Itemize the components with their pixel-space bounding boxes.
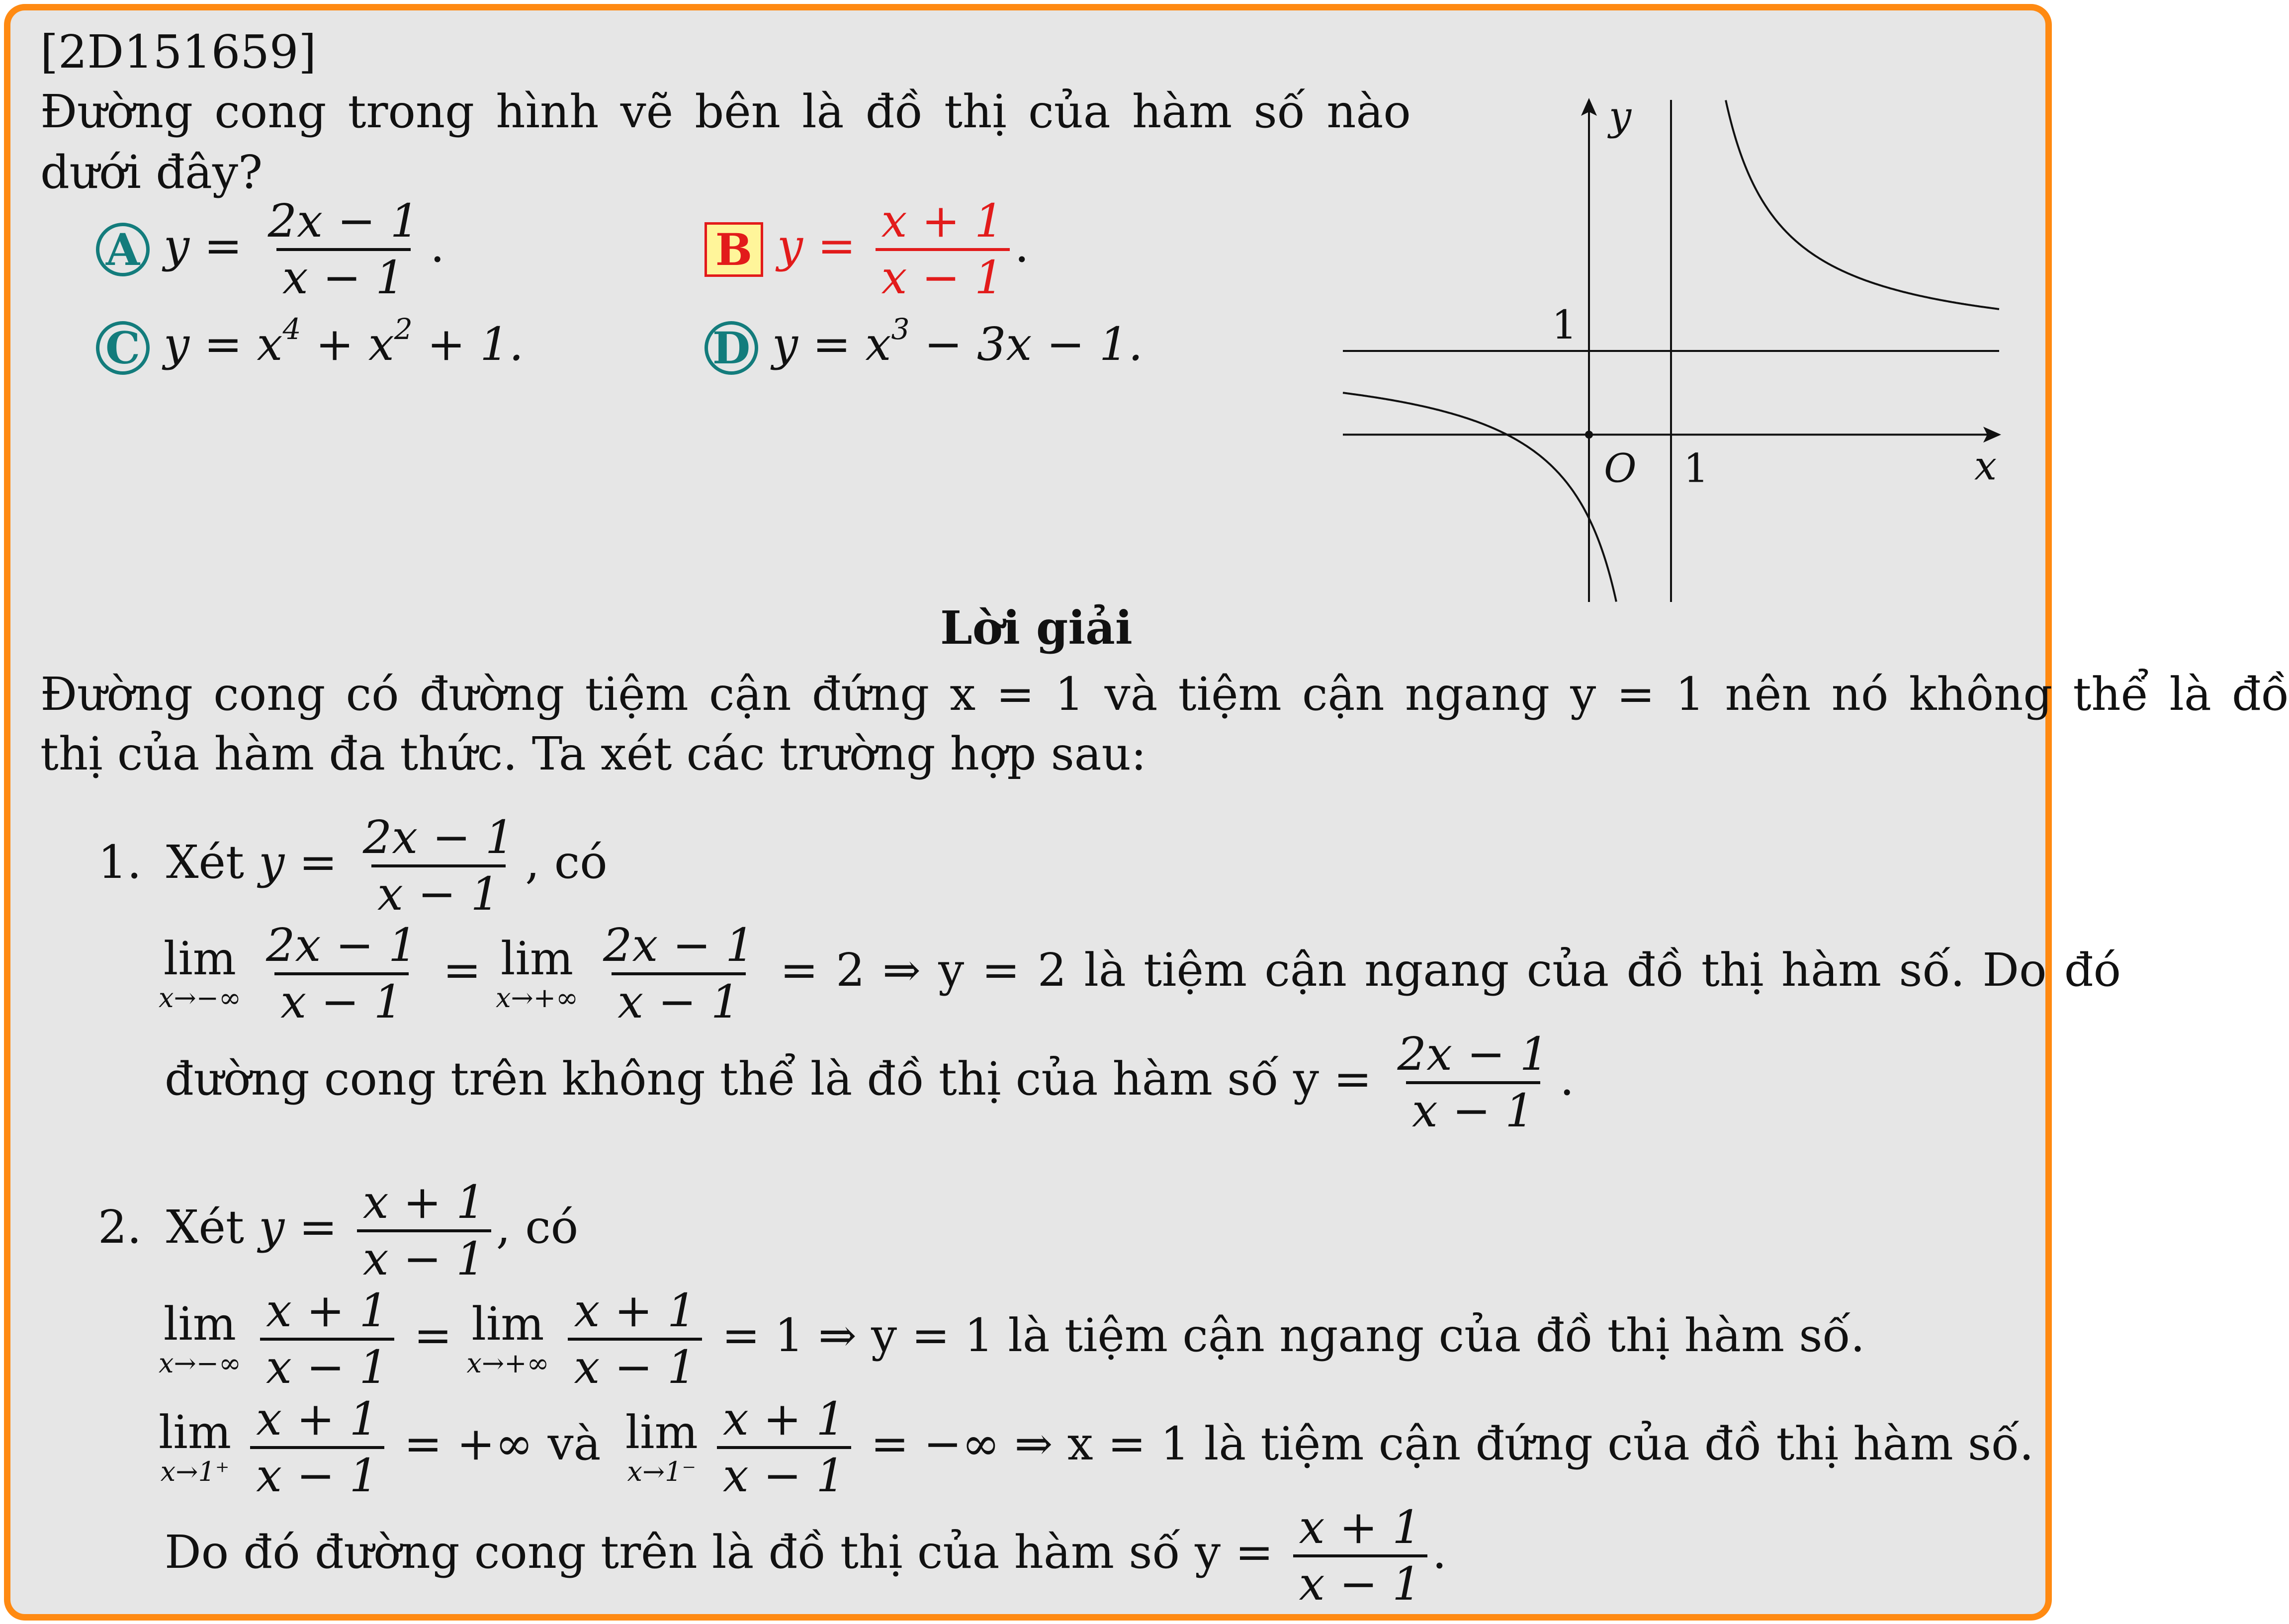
case-1-fraction: [357, 811, 521, 921]
origin-label: O: [1604, 445, 1637, 492]
case-2-number: 2.: [98, 1200, 142, 1254]
choice-a-numerator: 2x − 1: [267, 194, 420, 248]
lim-sub-plus: x→+∞: [466, 1348, 549, 1379]
case-2-lim3-num: x + 1: [256, 1392, 379, 1446]
case-2-eq: =: [414, 1308, 452, 1362]
choice-b-badge[interactable]: B: [704, 222, 763, 277]
solution-title: Lời giải: [940, 601, 1133, 655]
choice-a-badge[interactable]: A: [96, 223, 150, 276]
case-1-tail: .: [1560, 1052, 1575, 1106]
choice-c-badge[interactable]: C: [96, 321, 150, 375]
case-2-denominator: x − 1: [357, 1229, 491, 1282]
choice-b-numerator: x + 1: [881, 194, 1004, 248]
lim-word: lim: [625, 1406, 698, 1459]
case-2-lim2-den: x − 1: [568, 1338, 702, 1390]
choice-b-fraction: [876, 194, 1010, 304]
case-2-concl-num: x + 1: [1299, 1501, 1421, 1554]
question-line-2: dưới đây?: [40, 146, 263, 199]
case-2-lim1-num: x + 1: [265, 1284, 388, 1337]
case-1-conclusion: [165, 1027, 1575, 1137]
case-2-head-post: , có: [496, 1200, 579, 1254]
choice-c-exp-2: 2: [394, 312, 413, 346]
choice-d[interactable]: [704, 312, 1143, 375]
case-1-conclusion-text: đường cong trên không thể là đồ thị của hàm số y =: [165, 1052, 1372, 1106]
curve-left-branch: [1343, 393, 1616, 601]
case-1-head-post: , có: [525, 835, 608, 889]
case-2-tail: .: [1432, 1525, 1447, 1579]
question-line-1: Đường cong trong hình vẽ bên là đồ thị của hàm số nào: [40, 85, 1411, 138]
case-1-result: = 2 ⇒ y = 2 là tiệm cận ngang của đồ thị hàm số. Do đó: [780, 943, 2121, 997]
y-axis-label: y: [1609, 93, 1632, 139]
case-2-result-2a: = +∞ và: [404, 1417, 601, 1470]
case-2-lim4-den: x − 1: [717, 1446, 851, 1499]
y-tick-label: 1: [1552, 302, 1577, 348]
problem-card: [4, 4, 2289, 1621]
case-1-denominator: x − 1: [371, 864, 506, 917]
curve-right-branch: [1726, 100, 1999, 309]
case-1-concl-num: 2x − 1: [1397, 1027, 1549, 1081]
choice-c-expr-c: + 1.: [412, 318, 524, 371]
case-1-eq: =: [442, 943, 481, 997]
case-1-lim2-den: x − 1: [612, 972, 746, 1025]
lim-word: lim: [471, 1297, 544, 1351]
choice-a-eq: =: [204, 219, 243, 272]
choice-c-expr-a: y = x: [164, 318, 283, 371]
choice-b-denominator: x − 1: [876, 248, 1010, 301]
case-1-lim1-den: x − 1: [274, 972, 409, 1025]
case-2-lim1-den: x − 1: [260, 1338, 394, 1390]
case-2-conclusion: [165, 1501, 1447, 1611]
case-2-numerator: x + 1: [362, 1176, 485, 1229]
choice-d-exp-1: 3: [891, 312, 910, 346]
choice-b-tail: .: [1014, 219, 1029, 272]
problem-id: [2D151659]: [40, 25, 317, 79]
lim-sub-plus: x→+∞: [496, 982, 578, 1014]
lim-word: lim: [159, 1406, 232, 1459]
case-2-lim2-num: x + 1: [574, 1284, 697, 1337]
lim-sub-right: x→1⁺: [160, 1456, 230, 1487]
case-1-lim1-num: 2x − 1: [265, 919, 418, 972]
case-1-lim-plus: [496, 932, 578, 1014]
lim-sub-minus: x→−∞: [159, 982, 241, 1014]
choice-b-eq: =: [817, 219, 856, 272]
choice-a-fraction: [262, 194, 426, 304]
solution-intro-line-2: thị của hàm đa thức. Ta xét các trường hợp sau:: [40, 727, 1146, 780]
case-1-number: 1.: [98, 835, 142, 889]
case-2-limits-vertical: [159, 1392, 2034, 1502]
choice-b[interactable]: [704, 194, 1029, 304]
lim-sub-left: x→1⁻: [627, 1456, 697, 1487]
choice-d-expr-a: y = x: [772, 318, 891, 371]
case-2-lim-minus: [159, 1297, 241, 1379]
choice-a[interactable]: [96, 194, 445, 304]
choice-c-expr-b: + x: [301, 318, 394, 371]
case-2-limits-horizontal: [159, 1284, 1865, 1394]
case-1-lim-minus: [159, 932, 241, 1014]
case-2-head-pre: Xét: [166, 1200, 244, 1254]
case-1-header: 1. Xét y = $\frac{2x - 1}{x - 1}$ , có: [98, 811, 608, 921]
case-1-head-pre: Xét: [166, 835, 244, 889]
case-2-lim-plus: [466, 1297, 549, 1379]
case-2-fraction: [357, 1176, 491, 1285]
case-1-limits: [159, 919, 2121, 1028]
case-2-lim-left: [625, 1406, 698, 1487]
case-1-concl-den: x − 1: [1406, 1081, 1540, 1134]
choice-b-lhs: y: [777, 219, 803, 272]
lim-word: lim: [163, 932, 237, 985]
choice-c[interactable]: [96, 312, 524, 375]
lim-sub-minus: x→−∞: [159, 1348, 241, 1379]
choice-a-denominator: x − 1: [276, 248, 411, 301]
case-2-header: 2. Xét y = $\frac{x + 1}{x - 1}$ , có: [98, 1176, 579, 1285]
graph-layer: [1343, 93, 1999, 602]
choice-d-badge[interactable]: D: [704, 321, 758, 375]
solution-intro-line-1: Đường cong có đường tiệm cận đứng x = 1 và tiệm cận ngang y = 1 nên nó không thể là đồ: [40, 668, 2289, 721]
x-axis-label: x: [1974, 442, 1997, 489]
function-graph: [1333, 90, 2009, 612]
case-2-result-2b: = −∞ ⇒ x = 1 là tiệm cận đứng của đồ thị hàm số.: [871, 1417, 2034, 1470]
choice-a-lhs: y: [164, 219, 189, 272]
choice-a-tail: .: [430, 219, 445, 272]
case-1-lim2-num: 2x − 1: [603, 919, 755, 972]
choice-d-expr-b: − 3x − 1.: [909, 318, 1143, 371]
x-tick-label: 1: [1683, 445, 1709, 492]
lim-word: lim: [163, 1297, 237, 1351]
case-2-lim3-den: x − 1: [250, 1446, 384, 1499]
case-2-conclusion-text: Do đó đường cong trên là đồ thị của hàm số y =: [165, 1525, 1274, 1579]
case-2-concl-den: x − 1: [1293, 1554, 1427, 1607]
case-2-result-1: = 1 ⇒ y = 1 là tiệm cận ngang của đồ thị hàm số.: [721, 1308, 1865, 1362]
case-2-lim4-num: x + 1: [722, 1392, 845, 1446]
case-1-numerator: 2x − 1: [362, 811, 515, 864]
lim-word: lim: [500, 932, 574, 985]
case-2-lim-right: [159, 1406, 232, 1487]
origin-dot: [1585, 430, 1593, 438]
choice-c-exp-1: 4: [282, 312, 301, 346]
